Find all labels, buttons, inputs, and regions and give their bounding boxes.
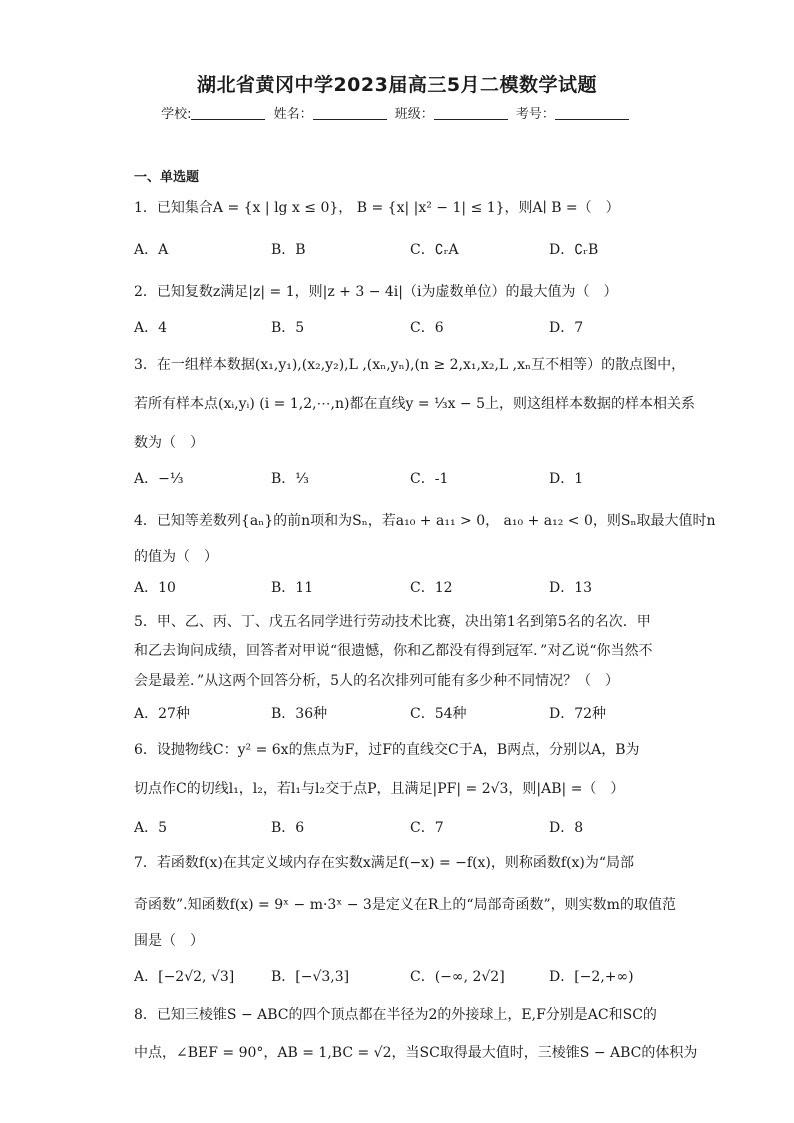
question-7-option-c[interactable]: C．(−∞, 2√2]	[410, 969, 505, 985]
question-4-option-d[interactable]: D．13	[549, 580, 593, 596]
question-6-line-2: 切点作C的切线l₁，l₂，若l₁与l₂交于点P，且满足|PF| = 2√3，则|AB| =（ ）	[134, 781, 625, 797]
question-7-line-1: 7．若函数f(x)在其定义域内存在实数x满足f(−x) = −f(x)，则称函数f(x)为“局部	[134, 855, 635, 871]
number-label: 考号：	[515, 107, 555, 122]
question-7-line-2: 奇函数”.知函数f(x) = 9ˣ − m·3ˣ − 3是定义在R上的“局部奇函数”，则实数m的取值范	[134, 897, 676, 913]
question-5-option-d[interactable]: D．72种	[549, 706, 607, 722]
question-2-option-b[interactable]: B．5	[271, 320, 305, 336]
question-5-option-a[interactable]: A．27种	[134, 706, 190, 722]
number-blank[interactable]	[555, 107, 629, 120]
question-4-option-a[interactable]: A．10	[134, 580, 176, 596]
school-label: 学校:	[161, 107, 192, 122]
question-5-option-c[interactable]: C．54种	[410, 706, 467, 722]
question-3-line-3: 数为（ ）	[134, 435, 204, 451]
question-6-option-b[interactable]: B．6	[271, 820, 305, 836]
question-3-option-c[interactable]: C．-1	[410, 471, 449, 487]
question-7-line-3: 围是（ ）	[134, 933, 204, 949]
student-info-row	[0, 103, 794, 122]
question-8-line-1: 8．已知三棱锥S − ABC的四个顶点都在半径为2的外接球上，E,F分别是AC和SC的	[134, 1007, 657, 1023]
question-2-line-1: 2．已知复数z满足|z| = 1，则|z + 3 − 4i|（i为虚数单位）的最大值为（ ）	[134, 284, 618, 300]
question-3-option-a[interactable]: A．−⅓	[134, 471, 184, 487]
question-1-option-d[interactable]: D．∁ᵣB	[549, 242, 599, 258]
question-4-option-b[interactable]: B．11	[271, 580, 314, 596]
name-blank[interactable]	[313, 107, 387, 120]
question-8-line-2: 中点，∠BEF = 90°，AB = 1,BC = √2，当SC取得最大值时，三棱锥S − ABC的体积为	[134, 1045, 698, 1061]
question-3-line-1: 3．在一组样本数据(x₁,y₁),(x₂,y₂),L ,(xₙ,yₙ),(n ≥ 2,x₁,x₂,L ,xₙ互不相等）的散点图中，	[134, 357, 686, 373]
question-1-line-1: 1．已知集合A = {x | lg x ≤ 0}， B = {x| |x² − 1| ≤ 1}，则A∣ B =（ ）	[134, 200, 620, 216]
class-blank[interactable]	[434, 107, 508, 120]
question-6-option-a[interactable]: A．5	[134, 820, 168, 836]
question-3-option-b[interactable]: B．⅓	[271, 471, 309, 487]
question-4-option-c[interactable]: C．12	[410, 580, 453, 596]
question-2-option-c[interactable]: C．6	[410, 320, 444, 336]
question-3-line-2: 若所有样本点(xᵢ,yᵢ) (i = 1,2,⋯,n)都在直线y = ⅓x − 5上，则这组样本数据的样本相关系	[134, 396, 696, 412]
question-4-line-1: 4．已知等差数列{aₙ}的前n项和为Sₙ，若a₁₀ + a₁₁ > 0， a₁₀ + a₁₂ < 0，则Sₙ取最大值时n	[134, 513, 716, 529]
question-6-line-1: 6．设抛物线C：y² = 6x的焦点为F，过F的直线交C于A，B两点，分别以A，B为	[134, 742, 640, 758]
question-1-option-a[interactable]: A．A	[134, 242, 169, 258]
school-blank[interactable]	[191, 107, 265, 120]
question-5-line-3: 会是最差．”从这两个回答分析，5人的名次排列可能有多少种不同情况？（ ）	[134, 673, 620, 689]
section-heading: 一、单选题	[134, 170, 200, 185]
question-7-option-d[interactable]: D．[−2,+∞)	[549, 969, 634, 985]
question-6-option-c[interactable]: C．7	[410, 820, 444, 836]
question-5-option-b[interactable]: B．36种	[271, 706, 328, 722]
question-5-line-2: 和乙去询问成绩，回答者对甲说“很遗憾，你和乙都没有得到冠军．”对乙说“你当然不	[134, 643, 653, 659]
question-2-option-d[interactable]: D．7	[549, 320, 584, 336]
question-7-option-a[interactable]: A．[−2√2, √3]	[134, 969, 235, 985]
question-7-option-b[interactable]: B．[−√3,3]	[271, 969, 350, 985]
name-label: 姓名：	[273, 107, 313, 122]
question-1-option-c[interactable]: C．∁ᵣA	[410, 242, 459, 258]
question-2-option-a[interactable]: A．4	[134, 320, 168, 336]
question-4-line-2: 的值为（ ）	[134, 549, 218, 565]
class-label: 班级：	[394, 107, 434, 122]
question-6-option-d[interactable]: D．8	[549, 820, 584, 836]
page-title: 湖北省黄冈中学2023届高三5月二模数学试题	[196, 74, 598, 96]
question-5-line-1: 5．甲、乙、丙、丁、戊五名同学进行劳动技术比赛，决出第1名到第5名的名次．甲	[134, 614, 651, 630]
question-1-option-b[interactable]: B．B	[271, 242, 306, 258]
question-3-option-d[interactable]: D．1	[549, 471, 584, 487]
